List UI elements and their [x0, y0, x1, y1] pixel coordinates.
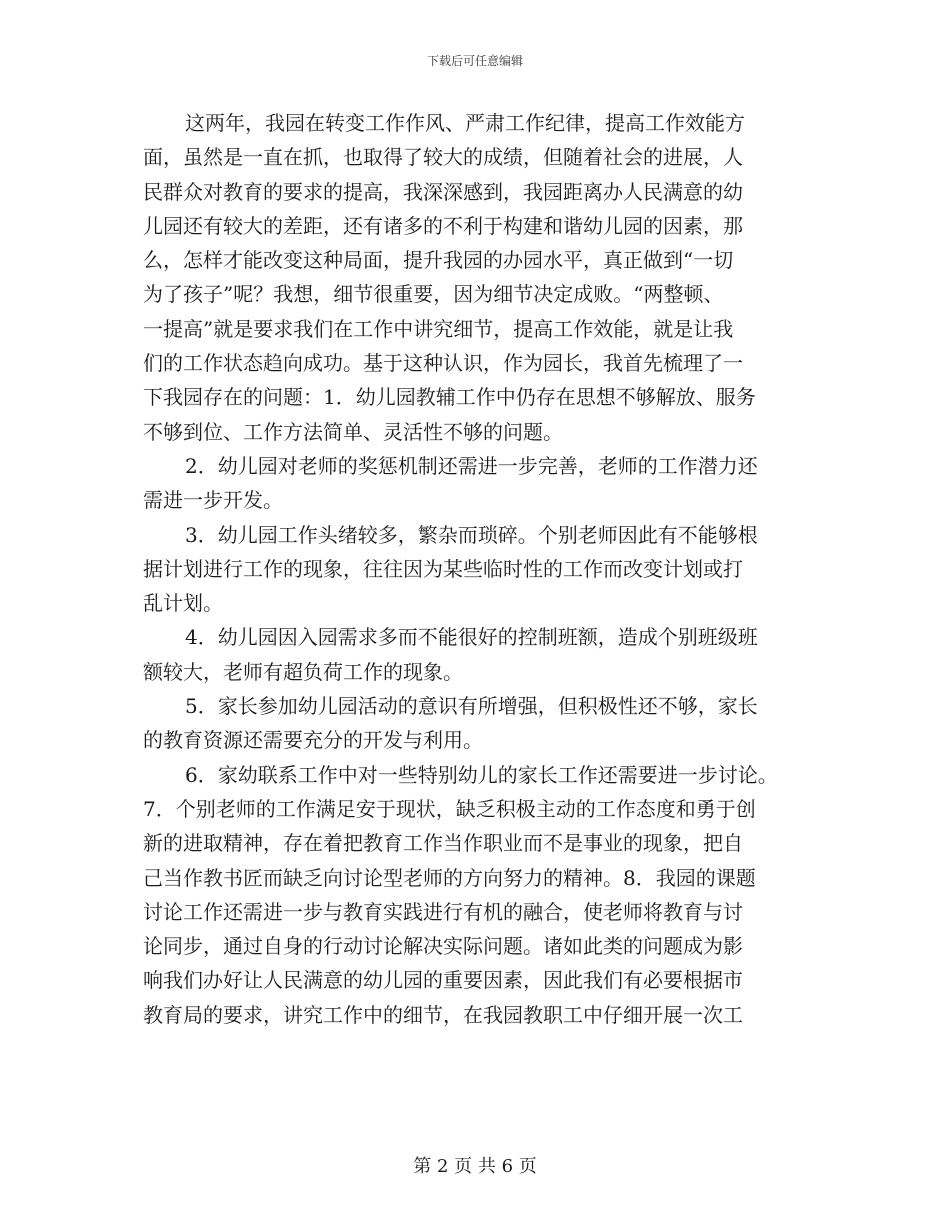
text-line: 论同步，通过自身的行动讨论解决实际问题。诸如此类的问题成为影 [143, 934, 743, 959]
text-line: 教育局的要求，讲究工作中的细节，在我园教职工中仔细开展一次工 [143, 1002, 743, 1027]
document-body [143, 106, 823, 1032]
text-line: 新的进取精神，存在着把教育工作当作职业而不是事业的现象，把自 [143, 831, 743, 856]
text-line: 儿园还有较大的差距，还有诸多的不利于构建和谐幼儿园的因素，那 [143, 213, 743, 238]
text-line: 民群众对教育的要求的提高，我深深感到，我园距离办人民满意的幼 [143, 179, 743, 204]
page-header: 下载后可任意编辑 [426, 54, 523, 68]
text-line: 一提高”就是要求我们在工作中讲究细节，提高工作效能，就是让我 [143, 316, 734, 341]
text-line: 6．家幼联系工作中对一些特别幼儿的家长工作还需要进一步讨论。 [185, 762, 778, 787]
text-line: 2．幼儿园对老师的奖惩机制还需进一步完善，老师的工作潜力还 [185, 453, 758, 478]
text-line: 这两年，我园在转变工作作风、严肃工作纪律，提高工作效能方 [185, 111, 745, 135]
text-line: 4．幼儿园因入园需求多而不能很好的控制班额，造成个别班级班 [185, 625, 758, 650]
text-line: 乱计划。 [143, 591, 223, 616]
text-line: 么，怎样才能改变这种局面，提升我园的办园水平，真正做到“一切 [143, 248, 734, 273]
page-number-footer: 第 2 页 共 6 页 [413, 1156, 537, 1177]
text-line: 为了孩子”呢？我想，细节很重要，因为细节决定成败。“两整顿、 [143, 282, 724, 307]
text-line: 们的工作状态趋向成功。基于这种认识，作为园长，我首先梳理了一 [143, 351, 743, 376]
text-line: 不够到位、工作方法简单、灵活性不够的问题。 [143, 419, 563, 444]
text-line: 5．家长参加幼儿园活动的意识有所增强，但积极性还不够，家长 [185, 694, 758, 719]
text-line: 面，虽然是一直在抓，也取得了较大的成绩，但随着社会的进展，人 [143, 145, 743, 170]
text-line: 下我园存在的问题：1．幼儿园教辅工作中仍存在思想不够解放、服务 [143, 385, 756, 410]
text-line: 需进一步开发。 [143, 488, 283, 513]
text-line: 响我们办好让人民满意的幼儿园的重要因素，因此我们有必要根据市 [143, 968, 743, 993]
text-line: 己当作教书匠而缺乏向讨论型老师的方向努力的精神。8．我园的课题 [143, 865, 756, 890]
text-line: 3．幼儿园工作头绪较多，繁杂而琐碎。个别老师因此有不能够根 [185, 522, 758, 547]
text-line: 讨论工作还需进一步与教育实践进行有机的融合，使老师将教育与讨 [143, 899, 743, 924]
text-line: 7．个别老师的工作满足安于现状，缺乏积极主动的工作态度和勇于创 [143, 796, 756, 821]
text-line: 据计划进行工作的现象，往往因为某些临时性的工作而改变计划或打 [143, 556, 743, 581]
text-line: 的教育资源还需要充分的开发与利用。 [143, 728, 483, 753]
text-line: 额较大，老师有超负荷工作的现象。 [143, 659, 463, 684]
